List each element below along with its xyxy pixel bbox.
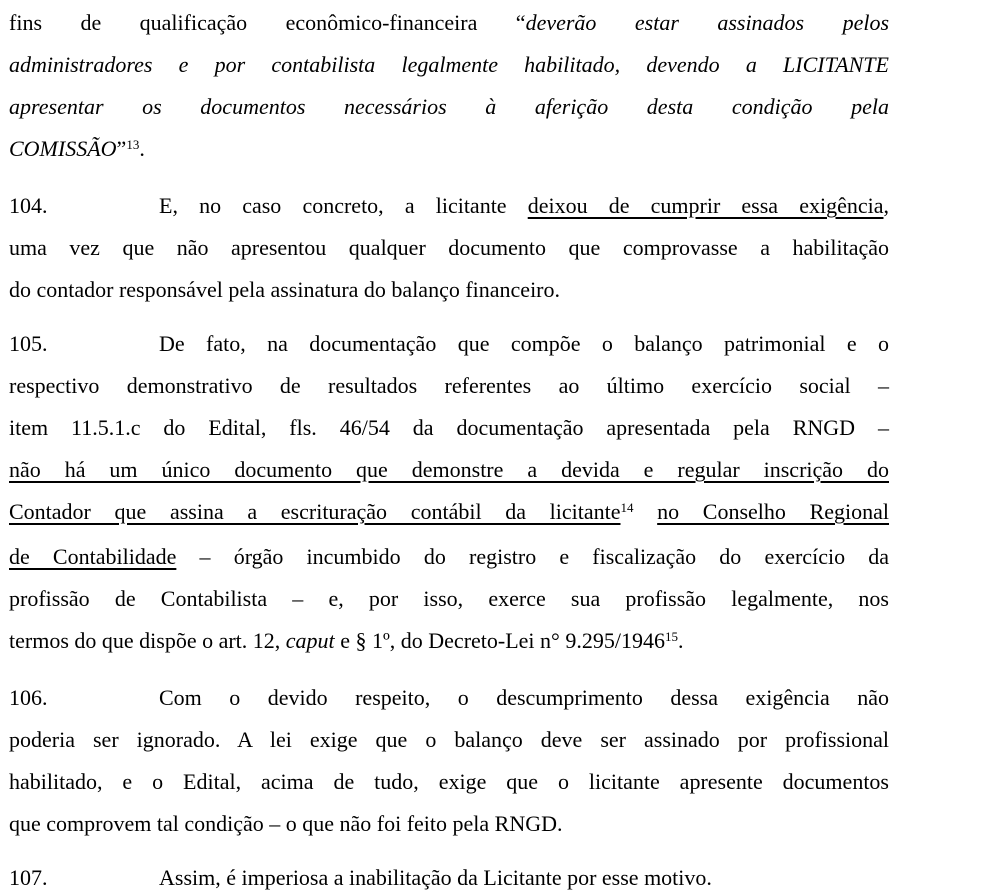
paragraph-number: 107. — [9, 865, 48, 890]
text-run: uma vez que não apresentou qualquer documento que comprovasse a habilitação — [9, 235, 889, 260]
text-run: Com o devido respeito, o descumprimento dessa exigência não — [159, 685, 889, 710]
paragraph — [9, 677, 889, 845]
text-run — [634, 499, 658, 524]
paragraph — [9, 857, 889, 890]
text-run: Assim, é imperiosa a inabilitação da Licitante por esse motivo. — [159, 865, 712, 890]
text-run: – órgão incumbido do registro e fiscalização do exercício da — [176, 544, 889, 569]
text-line — [9, 365, 889, 407]
text-line — [9, 86, 889, 128]
text-run: ” — [116, 136, 127, 161]
text-run: administradores e por contabilista legalmente habilitado, devendo a LICITANTE — [9, 52, 889, 77]
text-run: caput — [285, 628, 335, 653]
text-line — [9, 491, 889, 536]
text-run: Contador que assina a escrituração contábil da licitante — [9, 499, 621, 524]
text-run: que comprovem tal condição – o que não foi feito pela RNGD. — [9, 811, 563, 836]
text-line — [9, 227, 889, 269]
text-run: no Conselho Regional — [657, 499, 890, 524]
footnote-reference: 13 — [126, 137, 140, 152]
text-run: poderia ser ignorado. A lei exige que o balanço deve ser assinado por profissional — [9, 727, 889, 752]
text-run: apresentar os documentos necessários à aferição desta condição pela — [9, 94, 889, 119]
text-line — [9, 407, 889, 449]
text-run: deverão estar assinados pelos — [525, 10, 890, 35]
text-run: E, no caso concreto, a licitante — [159, 193, 528, 218]
text-line — [9, 2, 889, 44]
text-line — [9, 578, 889, 620]
text-line — [9, 449, 889, 491]
text-run: . — [139, 136, 145, 161]
text-line — [9, 185, 889, 227]
text-line — [9, 857, 889, 890]
text-run: profissão de Contabilista – e, por isso, exerce sua profissão legalmente, nos — [9, 586, 889, 611]
text-run: . — [677, 628, 684, 653]
text-line — [9, 620, 889, 665]
text-run: deixou de cumprir essa exigência — [527, 193, 884, 218]
paragraph — [9, 185, 889, 311]
paragraph — [9, 323, 889, 665]
footnote-reference: 15 — [664, 629, 678, 644]
text-run: do contador responsável pela assinatura do balanço financeiro. — [9, 277, 561, 302]
text-line — [9, 323, 889, 365]
text-run: fins de qualificação econômico-financeira “ — [9, 10, 526, 35]
text-line — [9, 761, 889, 803]
footnote-reference: 14 — [620, 500, 634, 515]
paragraph-number: 104. — [9, 193, 48, 218]
text-run: respectivo demonstrativo de resultados referentes ao último exercício social – — [9, 373, 889, 398]
text-line — [9, 536, 889, 578]
text-line — [9, 128, 889, 173]
text-line — [9, 44, 889, 86]
text-run: , — [883, 193, 889, 218]
paragraph — [9, 2, 889, 173]
paragraph-number: 106. — [9, 685, 48, 710]
text-run: termos do que dispõe o art. 12, — [9, 628, 286, 653]
document-body — [9, 2, 889, 890]
text-line — [9, 803, 889, 845]
paragraph-number: 105. — [9, 331, 48, 356]
text-line — [9, 269, 889, 311]
text-line — [9, 677, 889, 719]
text-run: habilitado, e o Edital, acima de tudo, exige que o licitante apresente documentos — [9, 769, 889, 794]
text-run: De fato, na documentação que compõe o balanço patrimonial e o — [159, 331, 889, 356]
text-line — [9, 719, 889, 761]
text-run: não há um único documento que demonstre a devida e regular inscrição do — [9, 457, 889, 482]
text-run: de Contabilidade — [9, 544, 177, 569]
text-run: COMISSÃO — [9, 136, 117, 161]
text-run: item 11.5.1.c do Edital, fls. 46/54 da documentação apresentada pela RNGD – — [9, 415, 889, 440]
text-run: e § 1º, do Decreto-Lei n° 9.295/1946 — [334, 628, 665, 653]
